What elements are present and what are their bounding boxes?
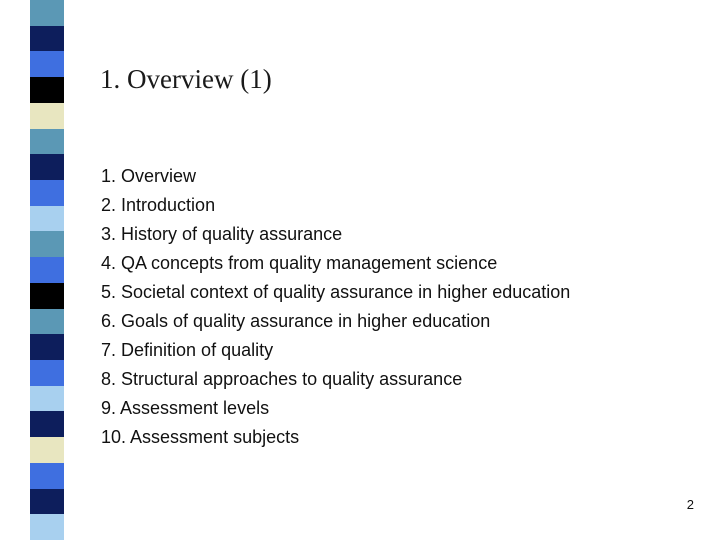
stripe-block <box>30 77 64 104</box>
stripe-block <box>30 154 64 181</box>
stripe-block <box>30 129 64 156</box>
list-item: 3. History of quality assurance <box>101 224 343 244</box>
stripe-block <box>30 334 64 361</box>
stripe-block <box>30 360 64 387</box>
stripe-block <box>30 231 64 258</box>
stripe-block <box>30 463 64 490</box>
stripe-block <box>30 257 64 284</box>
stripe-block <box>30 180 64 207</box>
decorative-stripe <box>30 0 64 540</box>
overview-list <box>101 162 570 452</box>
stripe-block <box>30 0 64 27</box>
list-item: 6. Goals of quality assurance in higher education <box>101 311 491 331</box>
stripe-block <box>30 26 64 53</box>
stripe-block <box>30 386 64 413</box>
list-item: 4. QA concepts from quality management science <box>101 253 498 273</box>
slide-title: 1. Overview (1) <box>100 64 272 94</box>
stripe-block <box>30 51 64 78</box>
list-item: 10. Assessment subjects <box>101 427 300 447</box>
stripe-block <box>30 283 64 310</box>
stripe-block <box>30 514 64 540</box>
stripe-block <box>30 437 64 464</box>
list-item: 7. Definition of quality <box>101 340 274 360</box>
stripe-block <box>30 411 64 438</box>
list-item: 9. Assessment levels <box>101 398 270 418</box>
list-item: 5. Societal context of quality assurance in higher education <box>101 282 571 302</box>
stripe-block <box>30 309 64 336</box>
list-item: 8. Structural approaches to quality assurance <box>101 369 463 389</box>
stripe-block <box>30 206 64 233</box>
list-item: 1. Overview <box>101 166 197 186</box>
list-item: 2. Introduction <box>101 195 216 215</box>
stripe-block <box>30 489 64 516</box>
stripe-block <box>30 103 64 130</box>
page-number: 2 <box>686 497 694 512</box>
